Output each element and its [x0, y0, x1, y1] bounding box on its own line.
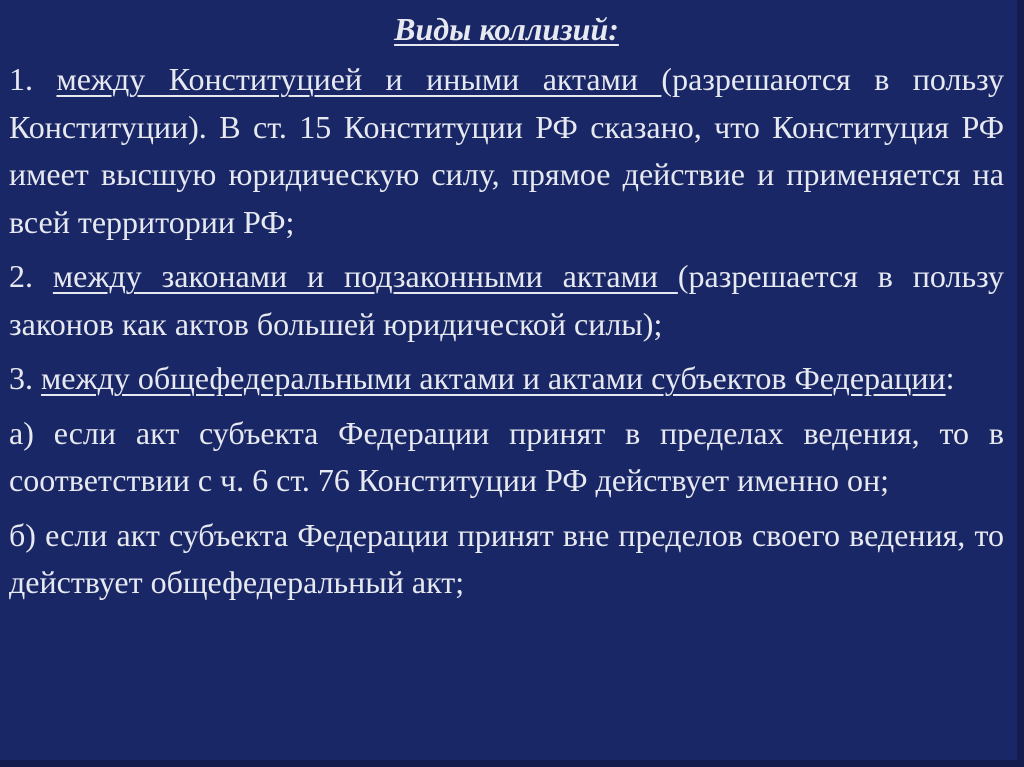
item-text: а) если акт субъекта Федерации принят в пределах ведения, то в соответствии с ч. 6 ст. 76 Конституции РФ действует именно он; — [9, 414, 1004, 498]
item-text: : — [945, 360, 955, 396]
item-heading: между законами и подзаконными актами — [52, 258, 678, 294]
item-number: 1. — [9, 61, 57, 97]
item-number: 3. — [9, 360, 41, 396]
sub-item-a — [9, 410, 1004, 505]
collision-item-1 — [9, 56, 1004, 246]
item-heading: между Конституцией и иными актами — [56, 61, 662, 97]
item-number: 2. — [9, 258, 53, 294]
slide-title: Виды коллизий: — [394, 11, 619, 47]
collision-item-2 — [9, 253, 1004, 348]
item-text: б) если акт субъекта Федерации принят вне пределов своего ведения, то действует общефедеральный акт; — [9, 516, 1004, 600]
collision-item-3 — [9, 355, 1004, 403]
item-text: (разрешаются в пользу Конституции). В ст. 15 Конституции РФ сказано, что Конституция РФ имеет высшую юридическую силу, прямое действие и применяется на всей территории РФ; — [9, 61, 1004, 240]
sub-item-b — [9, 512, 1004, 607]
item-heading: между общефедеральными актами и актами субъектов Федерации — [41, 360, 946, 396]
item-text: (разрешается в пользу законов как актов большей юридической силы); — [9, 258, 1004, 342]
